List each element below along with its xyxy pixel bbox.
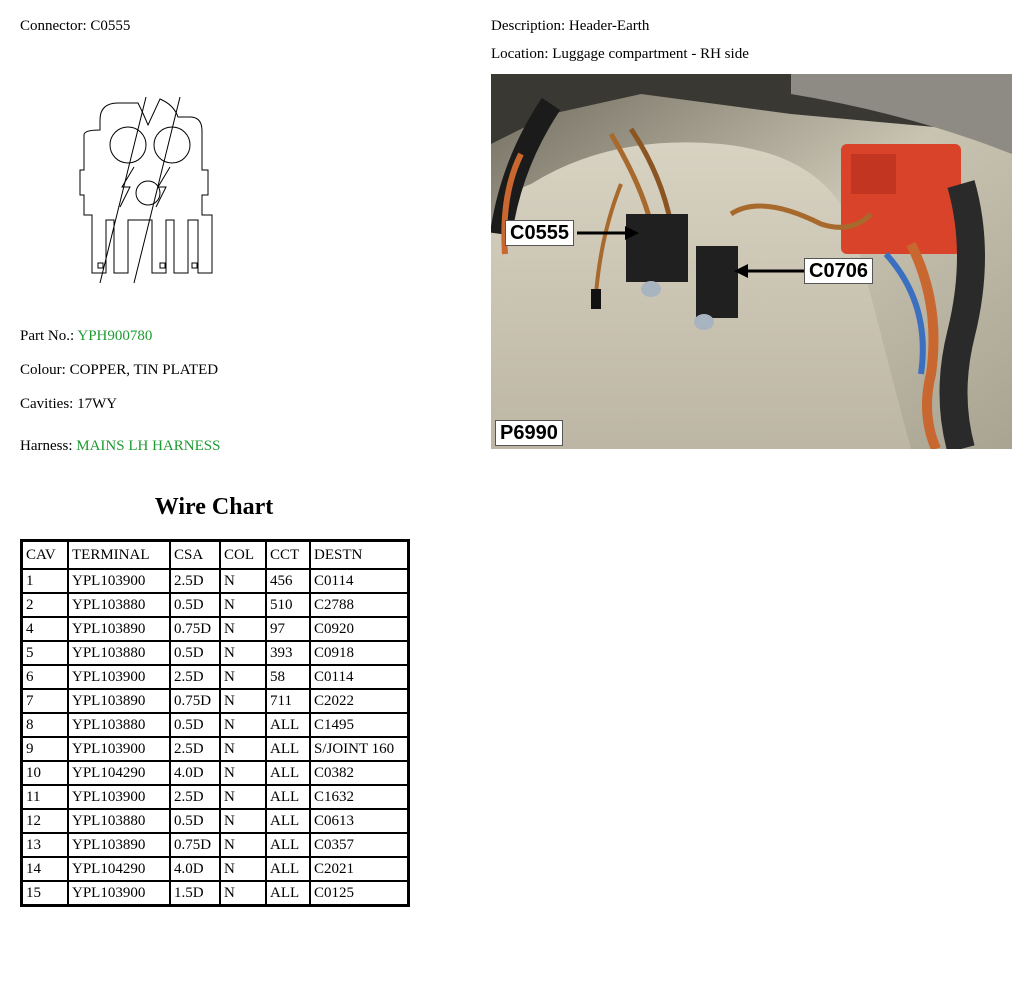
cell-cct: 456 <box>266 569 310 593</box>
cell-cct: ALL <box>266 713 310 737</box>
cell-col: N <box>220 569 266 593</box>
cell-destn: C0613 <box>310 809 408 833</box>
cell-cav: 7 <box>22 689 68 713</box>
cell-col: N <box>220 833 266 857</box>
location-value: Luggage compartment - RH side <box>552 46 749 62</box>
photo-reference: P6990 <box>495 420 563 446</box>
cavities-label: Cavities: <box>20 396 74 412</box>
cell-csa: 2.5D <box>170 737 220 761</box>
table-row <box>22 617 408 641</box>
description-line <box>491 18 649 35</box>
arrow-right-icon <box>577 224 639 242</box>
cell-terminal: YPL104290 <box>68 761 170 785</box>
wire-chart-body <box>22 569 408 905</box>
terminal-drawing <box>78 95 218 285</box>
cell-cav: 12 <box>22 809 68 833</box>
cell-csa: 0.75D <box>170 689 220 713</box>
callout-c0555: C0555 <box>505 220 574 246</box>
cell-terminal: YPL103900 <box>68 569 170 593</box>
cell-terminal: YPL103900 <box>68 737 170 761</box>
cell-cav: 14 <box>22 857 68 881</box>
cell-cav: 1 <box>22 569 68 593</box>
cell-terminal: YPL103880 <box>68 713 170 737</box>
cell-destn: C0918 <box>310 641 408 665</box>
connector-heading <box>20 18 130 35</box>
cell-cct: 510 <box>266 593 310 617</box>
cell-cav: 8 <box>22 713 68 737</box>
cell-csa: 0.75D <box>170 833 220 857</box>
location-line <box>491 46 749 63</box>
cell-terminal: YPL103890 <box>68 617 170 641</box>
cell-cav: 4 <box>22 617 68 641</box>
table-row <box>22 833 408 857</box>
callout-c0706: C0706 <box>804 258 873 284</box>
table-row <box>22 761 408 785</box>
table-row <box>22 857 408 881</box>
cell-col: N <box>220 713 266 737</box>
part-number-line <box>20 328 152 345</box>
cell-csa: 4.0D <box>170 761 220 785</box>
cell-col: N <box>220 809 266 833</box>
cell-cct: ALL <box>266 785 310 809</box>
cell-terminal: YPL103900 <box>68 881 170 905</box>
column-header-destn: DESTN <box>310 541 408 569</box>
cell-csa: 1.5D <box>170 881 220 905</box>
cell-col: N <box>220 593 266 617</box>
cell-destn: C1632 <box>310 785 408 809</box>
cavities-line <box>20 396 117 413</box>
cell-terminal: YPL103890 <box>68 689 170 713</box>
colour-value: COPPER, TIN PLATED <box>69 362 219 378</box>
cell-cct: ALL <box>266 737 310 761</box>
part-number-link[interactable]: YPH900780 <box>77 328 153 344</box>
cell-terminal: YPL104290 <box>68 857 170 881</box>
column-header-col: COL <box>220 541 266 569</box>
cell-destn: C0114 <box>310 569 408 593</box>
column-header-cct: CCT <box>266 541 310 569</box>
harness-label: Harness: <box>20 438 73 454</box>
cell-cav: 6 <box>22 665 68 689</box>
cell-destn: S/JOINT 160 <box>310 737 408 761</box>
cell-csa: 0.5D <box>170 641 220 665</box>
cell-cav: 13 <box>22 833 68 857</box>
cell-terminal: YPL103880 <box>68 593 170 617</box>
description-label: Description: <box>491 18 566 34</box>
cell-cav: 2 <box>22 593 68 617</box>
wire-chart-title: Wire Chart <box>154 494 274 520</box>
cell-col: N <box>220 689 266 713</box>
cell-destn: C1495 <box>310 713 408 737</box>
cell-csa: 4.0D <box>170 857 220 881</box>
cell-cav: 11 <box>22 785 68 809</box>
cell-csa: 2.5D <box>170 785 220 809</box>
harness-link[interactable]: MAINS LH HARNESS <box>76 438 221 454</box>
cell-col: N <box>220 881 266 905</box>
cell-terminal: YPL103880 <box>68 641 170 665</box>
cell-cct: 58 <box>266 665 310 689</box>
cell-cct: ALL <box>266 761 310 785</box>
cell-destn: C0114 <box>310 665 408 689</box>
cell-cav: 9 <box>22 737 68 761</box>
cell-destn: C0920 <box>310 617 408 641</box>
cell-destn: C2788 <box>310 593 408 617</box>
connector-label: Connector: <box>20 18 87 34</box>
colour-label: Colour: <box>20 362 66 378</box>
cell-destn: C0125 <box>310 881 408 905</box>
location-label: Location: <box>491 46 549 62</box>
cell-col: N <box>220 641 266 665</box>
cell-col: N <box>220 737 266 761</box>
cell-csa: 2.5D <box>170 569 220 593</box>
cell-destn: C0382 <box>310 761 408 785</box>
cell-csa: 0.5D <box>170 593 220 617</box>
location-photo <box>491 74 1012 449</box>
column-header-cav: CAV <box>22 541 68 569</box>
cell-col: N <box>220 785 266 809</box>
cell-col: N <box>220 617 266 641</box>
connector-value: C0555 <box>90 18 131 34</box>
cell-col: N <box>220 857 266 881</box>
cell-csa: 0.75D <box>170 617 220 641</box>
table-row <box>22 809 408 833</box>
cell-cct: ALL <box>266 809 310 833</box>
table-row <box>22 569 408 593</box>
cavities-value: 17WY <box>77 396 118 412</box>
table-row <box>22 665 408 689</box>
harness-line <box>20 438 220 455</box>
table-row <box>22 881 408 905</box>
cell-terminal: YPL103880 <box>68 809 170 833</box>
table-row <box>22 641 408 665</box>
cell-csa: 0.5D <box>170 713 220 737</box>
cell-cct: 97 <box>266 617 310 641</box>
cell-terminal: YPL103900 <box>68 785 170 809</box>
table-row <box>22 737 408 761</box>
cell-cav: 15 <box>22 881 68 905</box>
cell-terminal: YPL103890 <box>68 833 170 857</box>
cell-destn: C2022 <box>310 689 408 713</box>
cell-cct: ALL <box>266 833 310 857</box>
table-row <box>22 785 408 809</box>
cell-csa: 2.5D <box>170 665 220 689</box>
part-number-label: Part No.: <box>20 328 75 344</box>
column-header-csa: CSA <box>170 541 220 569</box>
cell-destn: C2021 <box>310 857 408 881</box>
cell-col: N <box>220 665 266 689</box>
colour-line <box>20 362 218 379</box>
cell-col: N <box>220 761 266 785</box>
column-header-terminal: TERMINAL <box>68 541 170 569</box>
cell-csa: 0.5D <box>170 809 220 833</box>
cell-cct: 393 <box>266 641 310 665</box>
cell-terminal: YPL103900 <box>68 665 170 689</box>
cell-cav: 10 <box>22 761 68 785</box>
table-row <box>22 713 408 737</box>
cell-destn: C0357 <box>310 833 408 857</box>
table-row <box>22 593 408 617</box>
arrow-left-icon <box>734 262 804 280</box>
cell-cct: ALL <box>266 857 310 881</box>
cell-cct: 711 <box>266 689 310 713</box>
cell-cct: ALL <box>266 881 310 905</box>
cell-cav: 5 <box>22 641 68 665</box>
wire-chart-table <box>20 539 410 907</box>
table-header-row <box>22 541 408 569</box>
table-row <box>22 689 408 713</box>
description-value: Header-Earth <box>568 18 650 34</box>
